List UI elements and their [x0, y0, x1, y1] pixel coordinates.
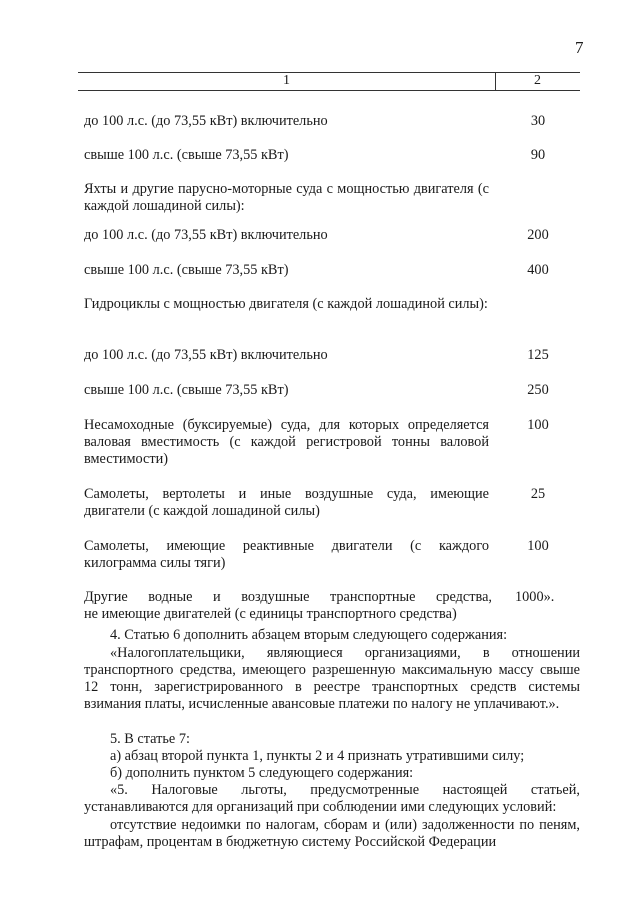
- table-header-bottom-rule: [78, 90, 580, 91]
- row-value: 125: [527, 347, 549, 363]
- paragraph-sub-b: б) дополнить пунктом 5 следующего содержания:: [110, 765, 414, 781]
- row-value: 25: [530, 486, 546, 502]
- table-header-col1: 1: [283, 73, 290, 88]
- row-value: 250: [527, 382, 549, 398]
- row-text: свыше 100 л.с. (свыше 73,55 кВт): [84, 262, 289, 278]
- table-header-col2: 2: [534, 73, 541, 88]
- row-value: 400: [527, 262, 549, 278]
- row-text: до 100 л.с. (до 73,55 кВт) включительно: [84, 113, 328, 129]
- row-text: свыше 100 л.с. (свыше 73,55 кВт): [84, 147, 289, 163]
- row-value: 200: [527, 227, 549, 243]
- paragraph-quote-1: «Налогоплательщики, являющиеся организациями, в отношении транспортного средства, имеющего разрешенную максимальную массу свыше 12 тонн, зарегистрированного в реестре транспортных средств системы взимания платы, исчисленные авансовые платежи по налогу не уплачивают.».: [84, 645, 580, 712]
- row-text: Несамоходные (буксируемые) суда, для которых определяется валовая вместимость (с каждой регистровой тонны валовой вместимости): [84, 417, 489, 467]
- row-value: 30: [530, 113, 546, 129]
- page-number: 7: [575, 38, 584, 57]
- row-text: Яхты и другие парусно-моторные суда с мощностью двигателя (с каждой лошадиной силы):: [84, 181, 489, 214]
- paragraph-quote-5: «5. Налоговые льготы, предусмотренные настоящей статьей, устанавливаются для организаций при соблюдении ими следующих условий:: [84, 782, 580, 815]
- paragraph-condition: отсутствие недоимки по налогам, сборам и (или) задолженности по пеням, штрафам, процентам в бюджетную систему Российской Федерации: [84, 817, 580, 850]
- paragraph-item-5: 5. В статье 7:: [110, 731, 190, 747]
- row-value: 100: [527, 417, 549, 433]
- row-text: свыше 100 л.с. (свыше 73,55 кВт): [84, 382, 289, 398]
- paragraph-sub-a: а) абзац второй пункта 1, пункты 2 и 4 признать утратившими силу;: [110, 748, 525, 764]
- row-value: 90: [530, 147, 546, 163]
- row-text: Гидроциклы с мощностью двигателя (с каждой лошадиной силы):: [84, 296, 488, 312]
- row-text: Самолеты, вертолеты и иные воздушные суда, имеющие двигатели (с каждой лошадиной силы): [84, 486, 489, 519]
- paragraph-item-4: 4. Статью 6 дополнить абзацем вторым следующего содержания:: [110, 627, 508, 643]
- row-text-line1: Другие водные и воздушные транспортные средства,: [84, 589, 492, 605]
- row-value: 100: [527, 538, 549, 554]
- row-value: 1000».: [515, 589, 555, 605]
- row-text: до 100 л.с. (до 73,55 кВт) включительно: [84, 227, 328, 243]
- row-text-line2: не имеющие двигателей (с единицы транспортного средства): [84, 606, 457, 622]
- row-text: до 100 л.с. (до 73,55 кВт) включительно: [84, 347, 328, 363]
- row-text: Самолеты, имеющие реактивные двигатели (с каждого килограмма силы тяги): [84, 538, 489, 571]
